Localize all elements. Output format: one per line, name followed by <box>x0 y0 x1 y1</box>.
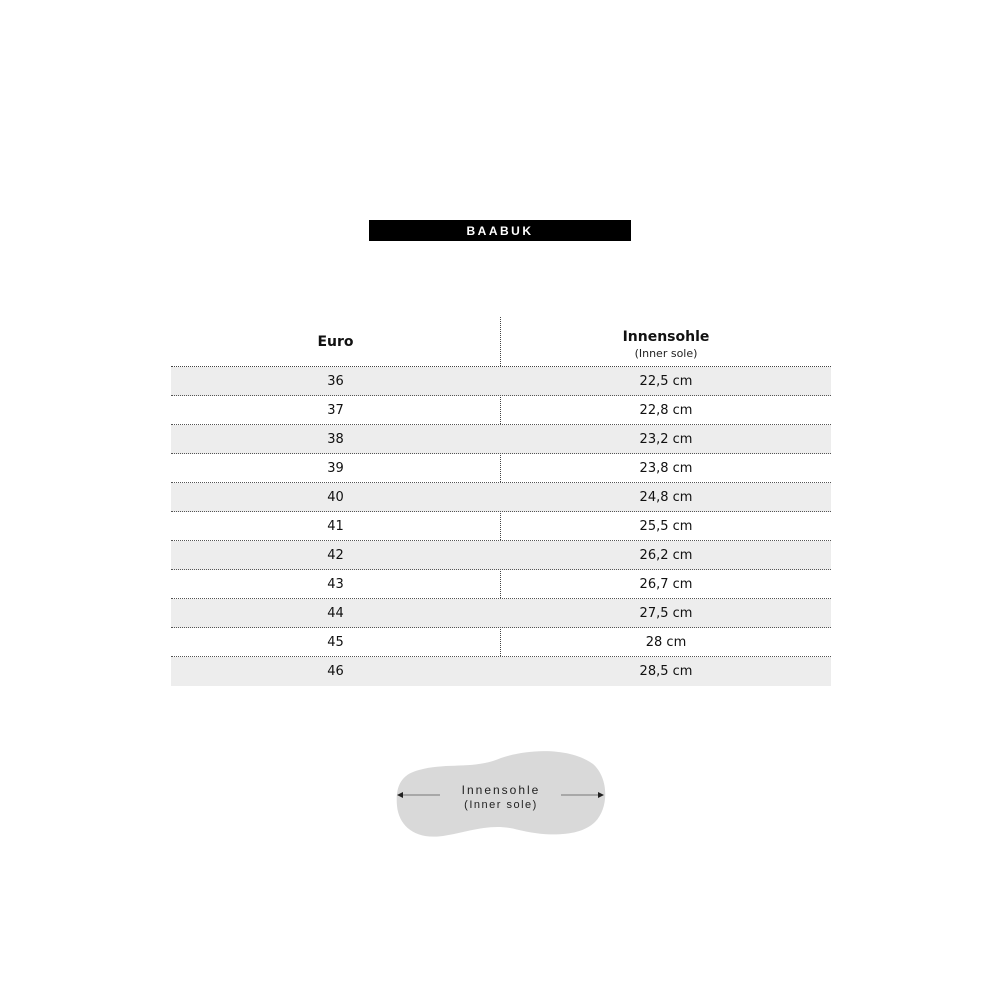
inner-sole-length-cell: 25,5 cm <box>639 519 693 534</box>
inner-sole-length-cell: 26,7 cm <box>639 577 693 592</box>
table-row <box>171 454 831 483</box>
euro-size-cell: 46 <box>327 664 344 679</box>
inner-sole-length-cell: 23,2 cm <box>639 432 693 447</box>
insole-shape-icon <box>393 750 608 840</box>
table-row <box>171 396 831 425</box>
header-inner-sole-sub: (Inner sole) <box>634 346 698 360</box>
euro-size-cell: 44 <box>327 606 344 621</box>
size-chart-table <box>171 317 831 686</box>
euro-size-cell: 36 <box>327 374 344 389</box>
diagram-sublabel: (Inner sole) <box>464 799 538 811</box>
table-row <box>171 483 831 512</box>
brand-banner <box>369 220 631 241</box>
inner-sole-length-cell: 24,8 cm <box>639 490 693 505</box>
euro-size-cell: 40 <box>327 490 344 505</box>
table-header-row <box>171 317 831 367</box>
euro-size-cell: 37 <box>327 403 344 418</box>
inner-sole-length-cell: 22,5 cm <box>639 374 693 389</box>
table-row <box>171 541 831 570</box>
inner-sole-length-cell: 23,8 cm <box>639 461 693 476</box>
inner-sole-length-cell: 26,2 cm <box>639 548 693 563</box>
euro-size-cell: 45 <box>327 635 344 650</box>
euro-size-cell: 39 <box>327 461 344 476</box>
euro-size-cell: 38 <box>327 432 344 447</box>
brand-name: BAABUK <box>466 223 534 238</box>
header-sole-cell <box>501 317 831 367</box>
table-row <box>171 570 831 599</box>
header-euro-cell <box>171 317 500 367</box>
table-row <box>171 425 831 454</box>
table-row <box>171 512 831 541</box>
inner-sole-length-cell: 22,8 cm <box>639 403 693 418</box>
inner-sole-length-cell: 27,5 cm <box>639 606 693 621</box>
table-row <box>171 367 831 396</box>
diagram-label: Innensohle <box>461 783 541 797</box>
table-row <box>171 657 831 686</box>
inner-sole-length-cell: 28,5 cm <box>639 664 693 679</box>
table-row <box>171 599 831 628</box>
euro-size-cell: 41 <box>327 519 344 534</box>
table-row <box>171 628 831 657</box>
euro-size-cell: 43 <box>327 577 344 592</box>
table-body <box>171 367 831 686</box>
header-inner-sole: Innensohle <box>622 328 710 345</box>
header-euro: Euro <box>317 334 354 350</box>
inner-sole-length-cell: 28 cm <box>645 635 687 650</box>
euro-size-cell: 42 <box>327 548 344 563</box>
